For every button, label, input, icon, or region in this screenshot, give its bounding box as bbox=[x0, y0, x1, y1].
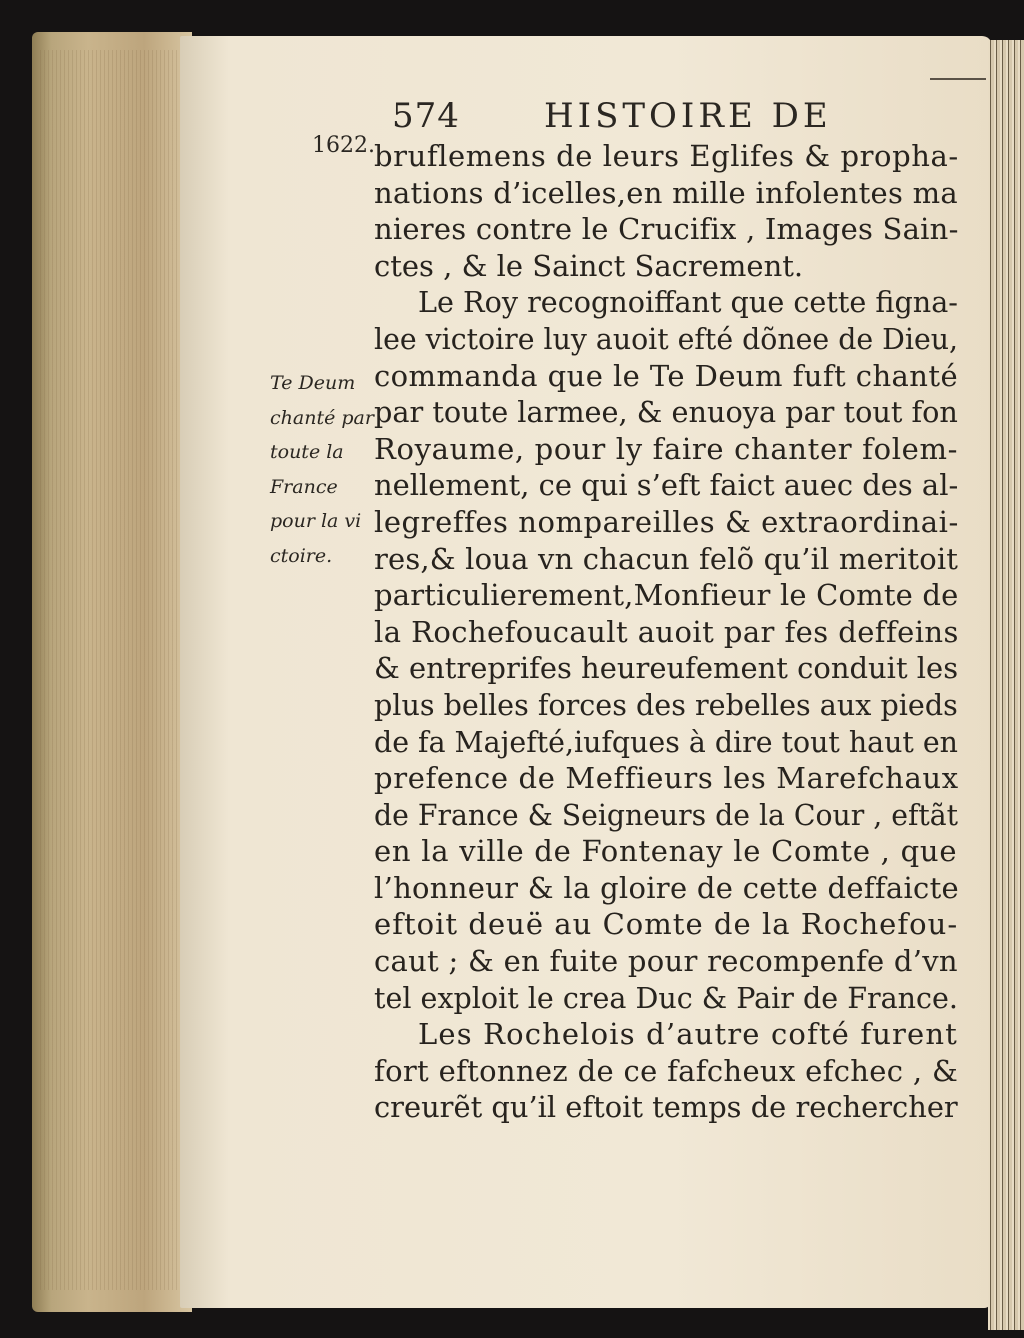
text-line: par toute larmee, & enuoya par tout fon bbox=[374, 395, 958, 430]
text-line: particulierement,Monfieur le Comte de bbox=[374, 578, 959, 613]
text-line: prefence de Meffieurs les Marefchaux bbox=[374, 761, 959, 796]
text-line: tel exploit le crea Duc & Pair de France. bbox=[374, 980, 959, 1015]
margin-note-line: ctoire. bbox=[270, 544, 333, 567]
text-line: l’honneur & la gloire de cette deffaicte bbox=[374, 870, 959, 905]
text-line: Royaume, pour ly faire chanter folem- bbox=[374, 431, 959, 466]
margin-note-line: chanté par bbox=[270, 406, 374, 429]
page-header bbox=[392, 96, 912, 142]
text-line: Le Roy recognoiffant que cette figna- bbox=[418, 285, 958, 320]
margin-note-line: pour la vi bbox=[270, 510, 362, 532]
text-line: nieres contre le Crucifix , Images Sain- bbox=[374, 212, 959, 247]
margin-note-line: France bbox=[270, 475, 338, 498]
margin-note bbox=[270, 366, 390, 573]
next-pages-edge bbox=[988, 40, 1024, 1330]
text-line: de France & Seigneurs de la Cour , eftãt bbox=[374, 797, 958, 832]
text-line: commanda que le Te Deum fuft chanté bbox=[374, 358, 959, 393]
text-line: creurẽt qu’il eftoit temps de rechercher bbox=[374, 1090, 958, 1125]
text-line: caut ; & en fuite pour recompenfe d’vn bbox=[374, 944, 958, 979]
running-title: HISTOIRE DE bbox=[544, 96, 832, 136]
margin-year: 1622. bbox=[312, 133, 375, 158]
text-line: & entreprifes heureufement conduit les bbox=[374, 651, 959, 686]
body-text bbox=[374, 138, 974, 1126]
text-line: de fa Majefté,iufques à dire tout haut en bbox=[374, 724, 958, 759]
text-line: fort eftonnez de ce fafcheux efchec , & bbox=[374, 1053, 959, 1088]
margin-note-line: Te Deum bbox=[270, 372, 356, 394]
page-number: 574 bbox=[392, 96, 460, 136]
text-line: legreffes nompareilles & extraordinai- bbox=[374, 504, 959, 539]
text-line: res,& loua vn chacun felõ qu’il meritoit bbox=[374, 541, 959, 576]
text-line: bruflemens de leurs Eglifes & propha- bbox=[374, 139, 959, 173]
text-line: nellement, ce qui s’eft faict auec des al- bbox=[374, 468, 959, 503]
text-line: Les Rochelois d’autre cofté furent bbox=[418, 1017, 958, 1052]
text-line: ctes , & le Sainct Sacrement. bbox=[374, 248, 804, 283]
text-line: la Rochefoucault auoit par fes deffeins bbox=[374, 614, 959, 649]
page-edge-texture bbox=[40, 50, 180, 1290]
text-line: plus belles forces des rebelles aux pieds bbox=[374, 687, 958, 722]
text-line: en la ville de Fontenay le Comte , que bbox=[374, 834, 958, 869]
text-line: lee victoire luy auoit efté dõnee de Dieu, bbox=[374, 321, 959, 356]
text-line: eftoit deuë au Comte de la Rochefou- bbox=[374, 907, 959, 942]
margin-note-line: toute la bbox=[270, 441, 344, 463]
header-rule bbox=[930, 78, 986, 80]
text-line: nations d’icelles,en mille infolentes ma bbox=[374, 175, 958, 210]
